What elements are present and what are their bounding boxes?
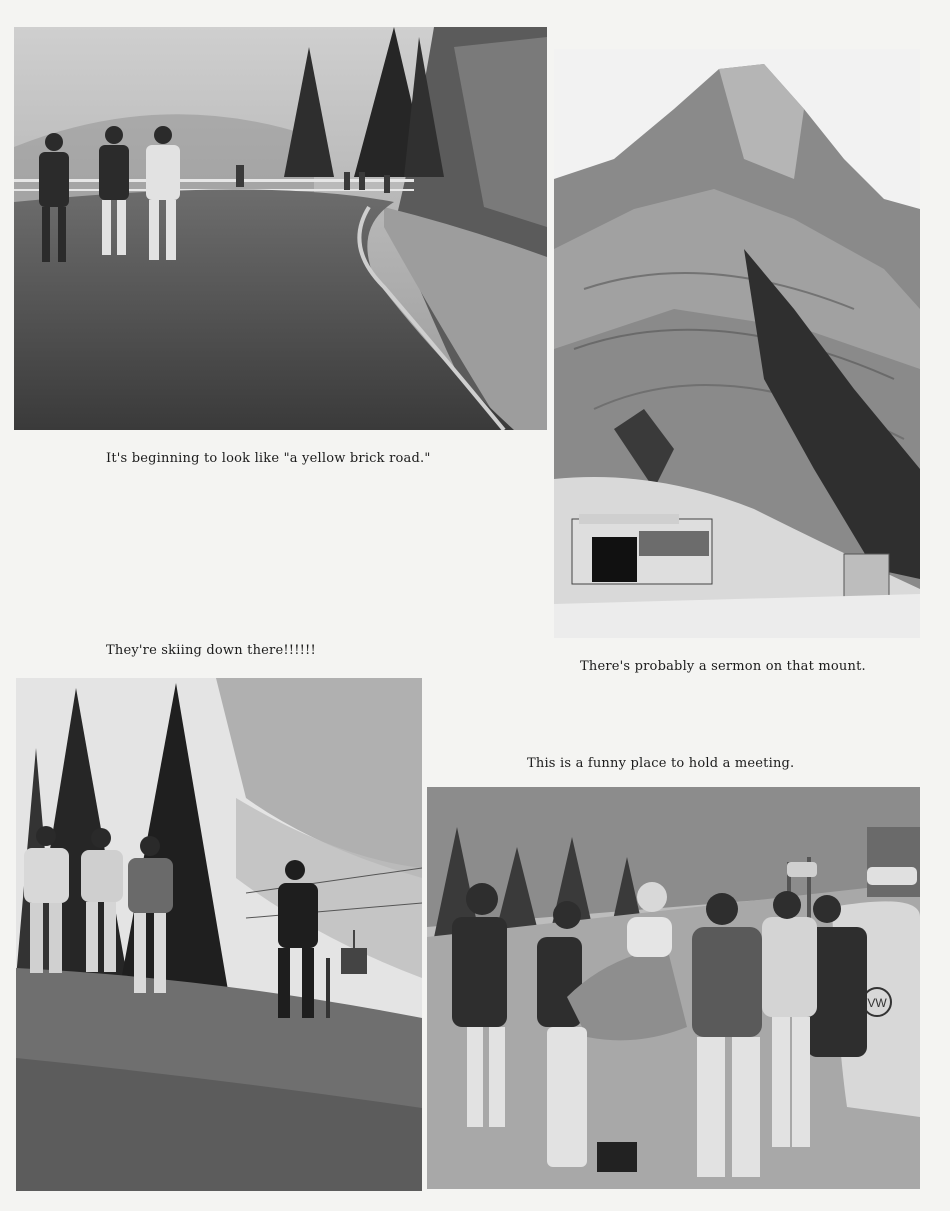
photo-mountain-peak <box>554 49 920 638</box>
vw-badge: VW <box>867 996 887 1010</box>
caption-meeting: This is a funny place to hold a meeting. <box>527 756 795 771</box>
cable-car-gondola <box>341 948 367 974</box>
caption-mount: There's probably a sermon on that mount. <box>580 659 866 674</box>
mountain-scene <box>554 49 920 638</box>
caption-road: It's beginning to look like "a yellow brick road." <box>106 451 431 466</box>
photo-group-meeting <box>427 787 920 1189</box>
photo-cable-car-overlook <box>16 678 422 1191</box>
photo-mountain-road <box>14 27 547 430</box>
caption-skiing: They're skiing down there!!!!!! <box>106 643 316 658</box>
road-scene <box>14 27 547 430</box>
meeting-scene <box>427 787 920 1189</box>
overlook-scene <box>16 678 422 1191</box>
